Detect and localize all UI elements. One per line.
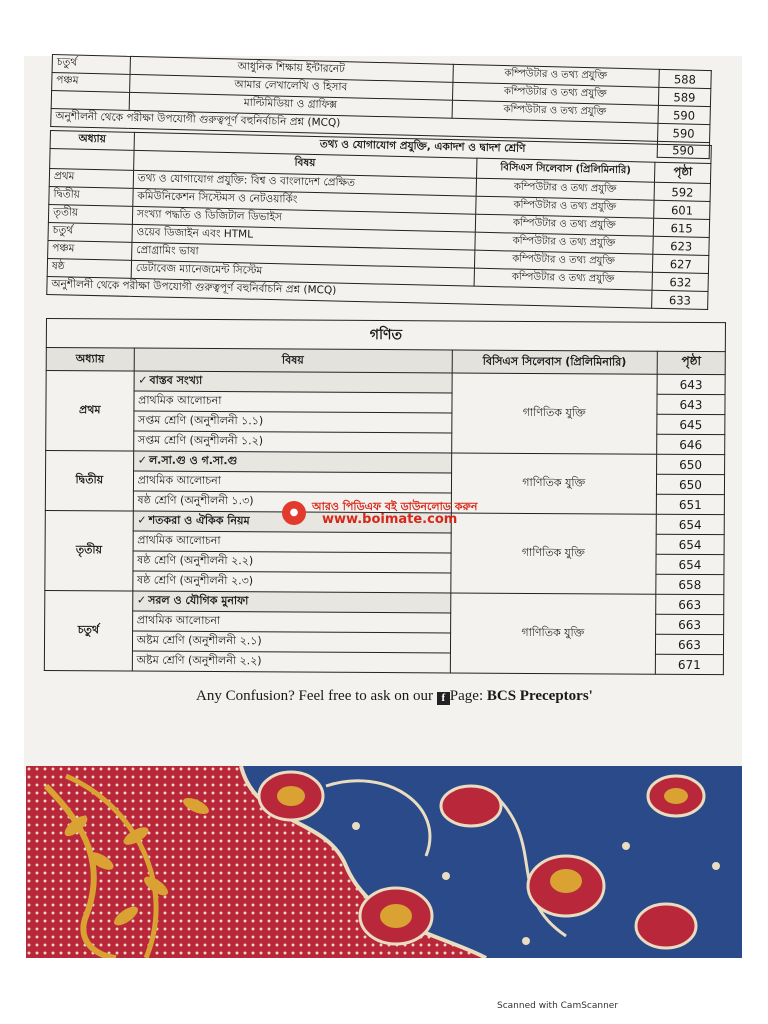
facebook-icon: f	[437, 692, 450, 705]
math-syllabus-table	[44, 318, 726, 675]
math-topic: সপ্তম শ্রেণি (অনুশীলনী ১.১)	[133, 411, 451, 433]
top-page: 590	[657, 141, 710, 158]
math-page: 646	[657, 434, 725, 454]
paisley-pattern	[26, 766, 742, 958]
boimate-watermark	[282, 498, 522, 532]
math-page: 663	[656, 594, 724, 614]
math-col-chapter: অধ্যায়	[46, 348, 134, 372]
math-title-row	[46, 319, 725, 352]
top-topic: আধুনিক শিক্ষায় ইন্টারনেট	[130, 56, 453, 82]
math-topic: প্রাথমিক আলোচনা	[133, 471, 451, 493]
ict-syllabus: কম্পিউটার ও তথ্য প্রযুক্তি	[475, 214, 654, 236]
ict-syllabus: কম্পিউটার ও তথ্য প্রযুক্তি	[475, 196, 654, 218]
checkmark-icon: ✓	[137, 513, 147, 527]
top-topic: আমার লেখালেখি ও হিসাব	[129, 74, 452, 100]
top-chapter	[51, 91, 129, 111]
ict-page: 632	[652, 272, 708, 291]
math-section-label: সরল ও যৌগিক মুনাফা	[148, 593, 249, 608]
math-page: 654	[656, 534, 724, 554]
math-page: 658	[656, 574, 724, 594]
math-page: 663	[655, 634, 723, 654]
watermark-line1: আরও পিডিএফ বই ডাউনলোড করুন	[312, 500, 478, 513]
ict-syllabus: কম্পিউটার ও তথ্য প্রযুক্তি	[476, 178, 655, 200]
footer-text: Any Confusion? Feel free to ask on our	[196, 688, 434, 704]
top-mcq-label: অনুশীলনী থেকে পরীক্ষা উপযোগী গুরুত্বপূর্ণ বহুনির্বাচনি প্রশ্ন (MCQ)	[51, 108, 658, 141]
top-page: 590	[657, 123, 710, 142]
math-topic: প্রাথমিক আলোচনা	[134, 391, 452, 413]
math-col-syllabus: বিসিএস সিলেবাস (প্রিলিমিনারি)	[452, 350, 657, 374]
math-page: 650	[656, 474, 724, 494]
ict-syllabus: কম্পিউটার ও তথ্য প্রযুক্তি	[474, 232, 653, 254]
ict-syllabus: কম্পিউটার ও তথ্য প্রযুক্তি	[474, 250, 653, 272]
ict-heading-chapter: অধ্যায়	[50, 131, 134, 151]
ict-chapter: পঞ্চম	[48, 240, 132, 260]
math-syllabus: গাণিতিক যুক্তি	[450, 593, 656, 674]
math-topic: প্রাথমিক আলোচনা	[133, 531, 451, 553]
math-chapter-name: প্রথম	[46, 371, 134, 452]
footer-page-label: Page:	[449, 688, 487, 704]
math-title: গণিত	[46, 319, 725, 352]
math-syllabus: গাণিতিক যুক্তি	[451, 453, 657, 514]
watermark-url: www.boimate.com	[322, 512, 458, 527]
math-page: 654	[656, 554, 724, 574]
math-page: 643	[657, 374, 725, 394]
math-section-title	[134, 371, 452, 393]
ict-chapter: ষষ্ঠ	[47, 258, 131, 278]
ict-topic: তথ্য ও যোগাযোগ প্রযুক্তি: বিশ্ব ও বাংলাদেশ প্রেক্ষিত	[133, 170, 476, 196]
ict-chapter: তৃতীয়	[48, 204, 132, 224]
math-section-label: শতকরা ও ঐকিক নিয়ম	[148, 513, 250, 528]
ict-topic: কমিউনিকেশন সিস্টেমস ও নেটওয়ার্কিং	[133, 188, 476, 214]
math-topic: অষ্টম শ্রেণি (অনুশীলনী ২.২)	[132, 651, 450, 673]
ict-mcq-label: অনুশীলনী থেকে পরীক্ষা উপযোগী গুরুত্বপূর্ণ বহুনির্বাচনি প্রশ্ন (MCQ)	[47, 276, 653, 308]
fabric-background	[26, 766, 742, 958]
math-section-title	[132, 591, 450, 613]
math-page: 651	[656, 494, 724, 514]
ict-col-chapter	[50, 149, 134, 171]
math-page: 671	[655, 654, 723, 674]
top-chapter: পঞ্চম	[52, 73, 130, 93]
ict-page: 592	[654, 182, 710, 201]
top-syllabus: কম্পিউটার ও তথ্য প্রযুক্তি	[452, 100, 659, 123]
checkmark-icon: ✓	[138, 373, 148, 387]
checkmark-icon: ✓	[136, 593, 147, 607]
math-page: 643	[657, 394, 725, 414]
ict-mcq-page: 633	[652, 290, 708, 309]
ict-page: 627	[653, 254, 709, 273]
math-topic: সপ্তম শ্রেণি (অনুশীলনী ১.২)	[133, 431, 451, 453]
ict-topic: সংখ্যা পদ্ধতি ও ডিজিটাল ডিভাইস	[132, 206, 475, 232]
math-topic: ষষ্ঠ শ্রেণি (অনুশীলনী ২.২)	[133, 551, 451, 573]
top-topic: মাল্টিমিডিয়া ও গ্রাফিক্স	[129, 92, 452, 118]
ict-heading: তথ্য ও যোগাযোগ প্রযুক্তি, একাদশ ও দ্বাদশ শ্রেণি	[134, 132, 711, 163]
ict-topic: ওয়েব ডিজাইন এবং HTML	[132, 224, 475, 250]
top-syllabus: কম্পিউটার ও তথ্য প্রযুক্তি	[452, 82, 659, 105]
math-page: 654	[656, 514, 724, 534]
math-page: 650	[657, 454, 725, 474]
ict-topic: প্রোগ্রামিং ভাষা	[131, 242, 474, 268]
math-topic: ষষ্ঠ শ্রেণি (অনুশীলনী ২.৩)	[132, 571, 450, 593]
boimate-logo-icon: ●	[282, 501, 306, 525]
math-section-label: বাস্তব সংখ্যা	[149, 373, 203, 387]
math-syllabus: গাণিতিক যুক্তি	[451, 373, 657, 454]
scanner-credit: Scanned with CamScanner	[497, 1001, 619, 1011]
ict-col-page: পৃষ্ঠা	[655, 162, 711, 183]
math-topic: ষষ্ঠ শ্রেণি (অনুশীলনী ১.৩)	[133, 491, 451, 513]
top-page: 588	[659, 69, 712, 88]
math-col-page: পৃষ্ঠা	[657, 351, 725, 374]
math-section-title	[133, 451, 451, 473]
checkmark-icon: ✓	[137, 453, 148, 467]
math-page: 645	[657, 414, 725, 434]
math-topic: প্রাথমিক আলোচনা	[132, 611, 450, 633]
math-chapter-name: দ্বিতীয়	[45, 451, 133, 512]
footer-page-name: BCS Preceptors'	[486, 688, 593, 704]
math-chapter-name: তৃতীয়	[45, 510, 133, 591]
top-page: 590	[658, 105, 711, 124]
math-syllabus: গাণিতিক যুক্তি	[450, 513, 656, 594]
footer-note	[196, 688, 593, 705]
math-col-topic: বিষয়	[134, 348, 452, 373]
ict-topic: ডেটাবেজ ম্যানেজমেন্ট সিস্টেম	[131, 260, 474, 286]
ict-chapter: দ্বিতীয়	[49, 186, 133, 206]
ict-col-syllabus: বিসিএস সিলেবাস (প্রিলিমিনারি)	[476, 158, 655, 182]
ict-chapter: প্রথম	[49, 169, 133, 189]
ict-page: 615	[654, 218, 710, 237]
math-chapter-name: চতুর্থ	[44, 590, 132, 671]
math-page: 663	[656, 614, 724, 634]
ict-syllabus-table	[46, 130, 712, 310]
math-section-label: ল.সা.গু ও গ.সা.গু	[148, 453, 238, 468]
ict-syllabus: কম্পিউটার ও তথ্য প্রযুক্তি	[474, 268, 653, 290]
ict-chapter: চতুর্থ	[48, 222, 132, 242]
math-topic: অষ্টম শ্রেণি (অনুশীলনী ২.১)	[132, 631, 450, 653]
top-syllabus: কম্পিউটার ও তথ্য প্রযুক্তি	[452, 64, 659, 87]
ict-page: 623	[653, 236, 709, 255]
ict-page: 601	[654, 200, 710, 219]
top-page: 589	[658, 87, 711, 106]
ict-col-topic: বিষয়	[133, 150, 476, 178]
top-chapter: চতুর্থ	[52, 55, 130, 75]
